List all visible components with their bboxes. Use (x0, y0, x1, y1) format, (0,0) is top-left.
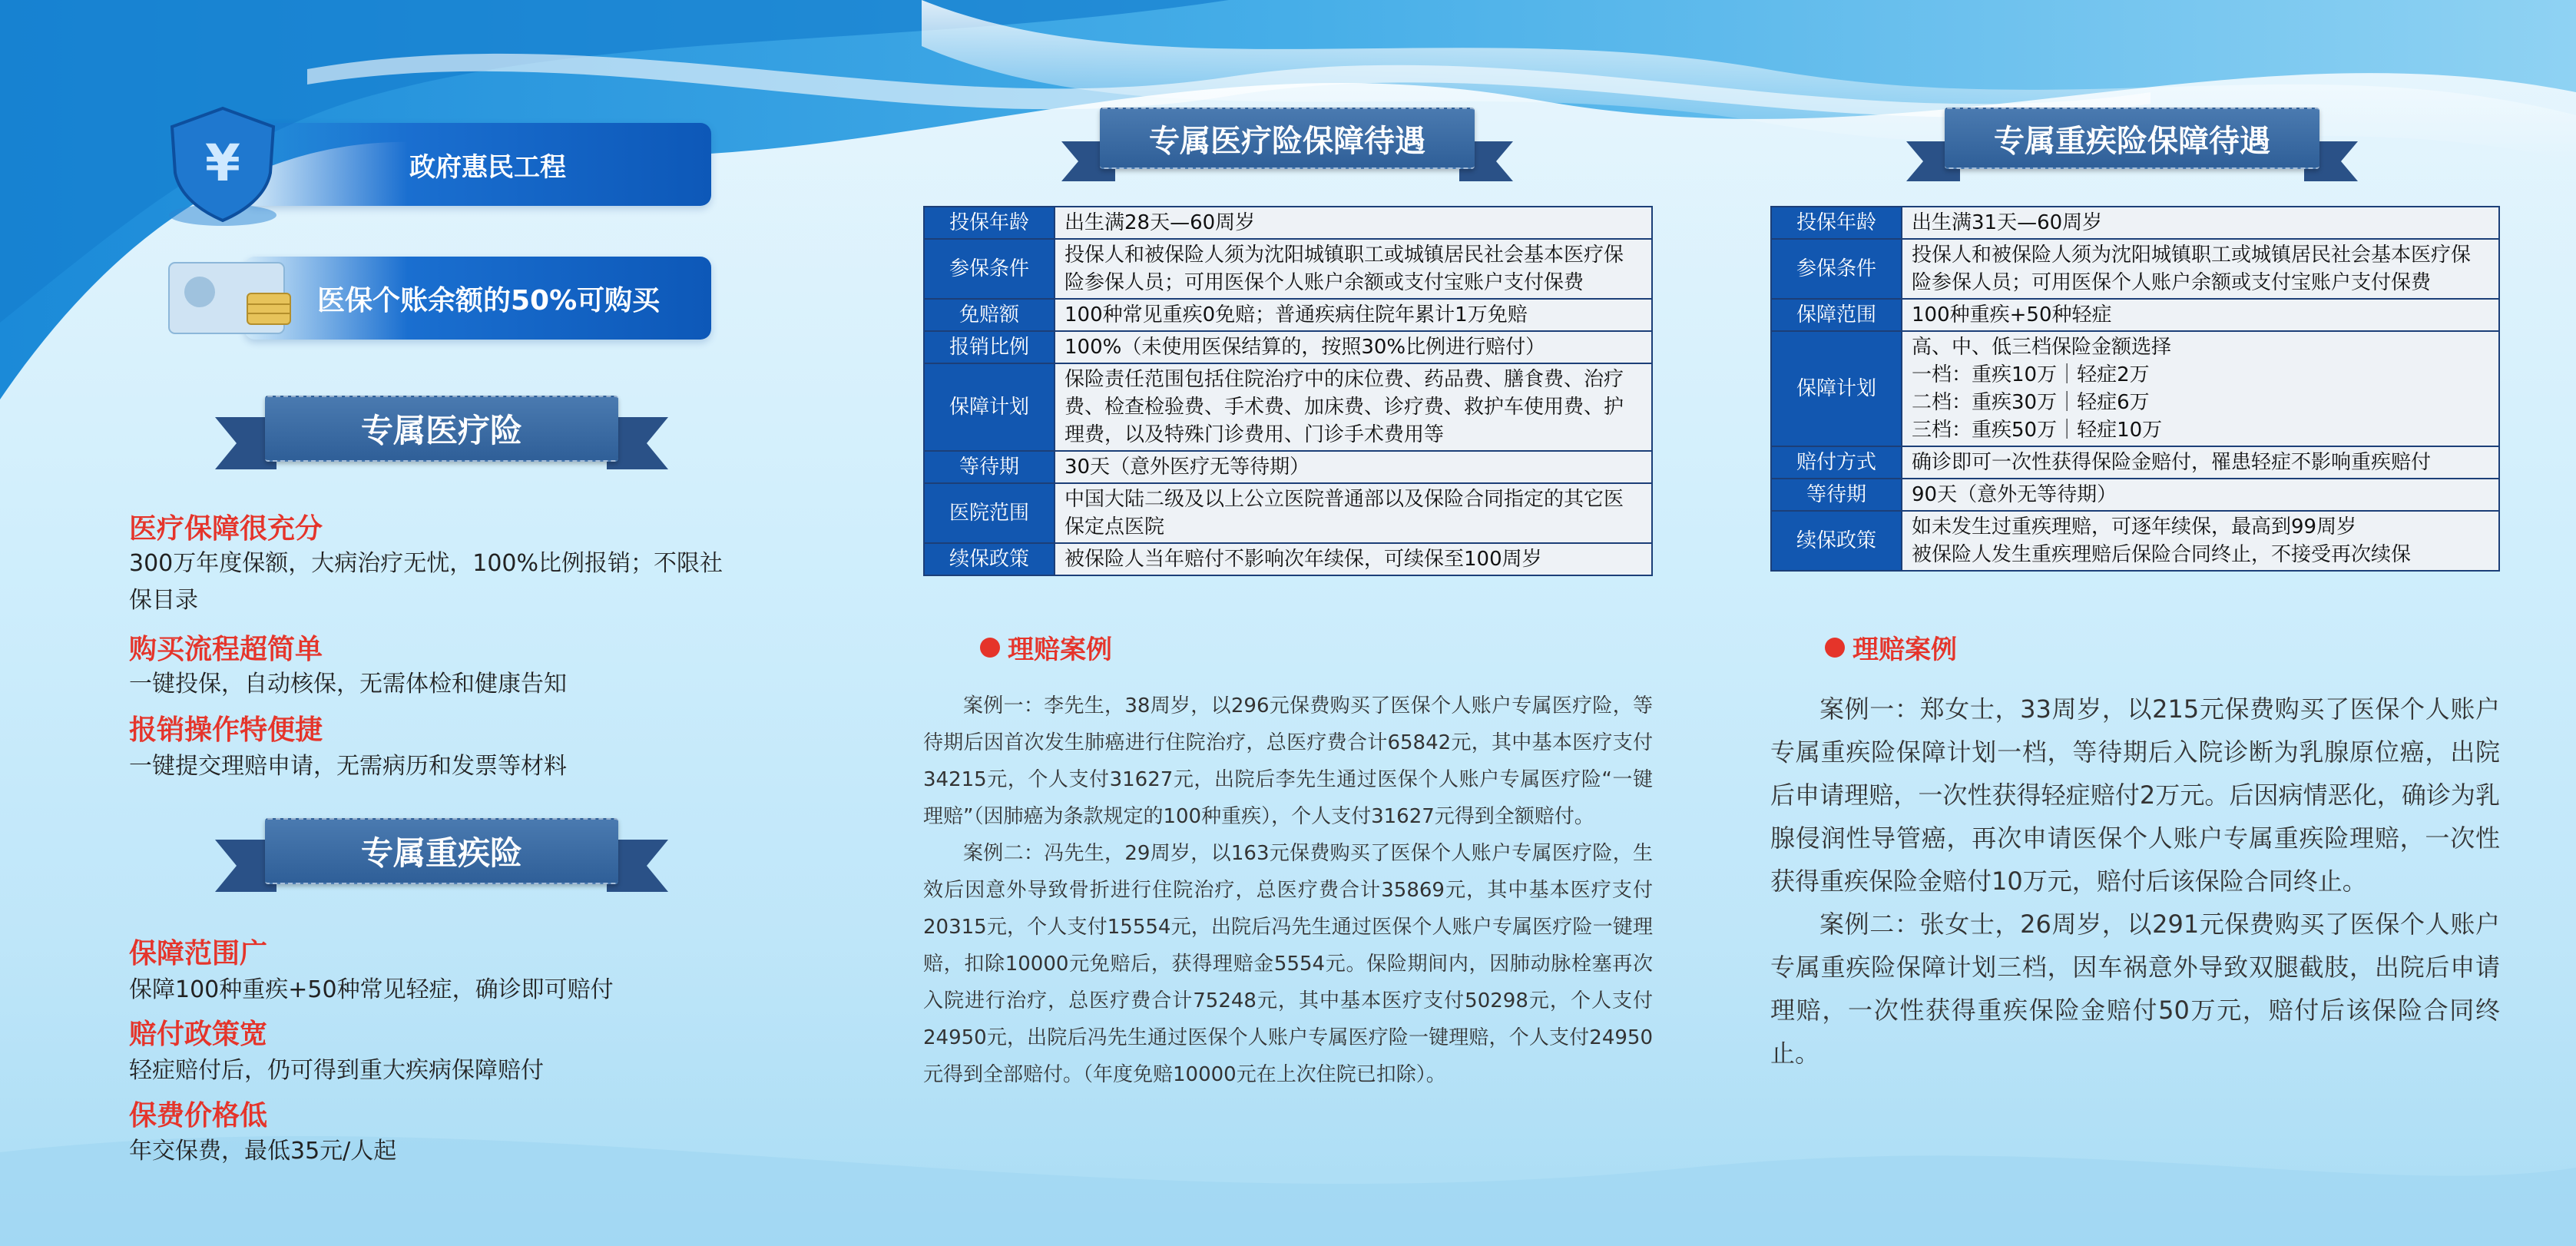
feature-body: 一键提交理赔申请，无需病历和发票等材料 (129, 753, 567, 780)
left-panel (0, 0, 845, 1246)
row-key: 保障计划 (924, 363, 1055, 451)
table-row (924, 363, 1652, 451)
row-key: 赔付方式 (1771, 446, 1902, 479)
feature-body: 300万年度保额，大病治疗无忧，100%比例报销；不限社保目录 (129, 550, 723, 614)
banner-critical-title: 专属重疾险 (265, 818, 618, 884)
table-row (1771, 331, 2499, 446)
row-key: 等待期 (924, 451, 1055, 483)
table-row (924, 451, 1652, 483)
feature-body: 一键投保，自动核保，无需体检和健康告知 (129, 671, 567, 698)
case-paragraph: 案例一：郑女士，33周岁，以215元保费购买了医保个人账户专属重疾险保障计划一档，等待期后入院诊断为乳腺原位癌，出院后申请理赔，一次性获得轻症赔付2万元。后因病情恶化，确诊为乳腺侵润性导管癌，再次申请医保个人账户专属重疾险理赔，一次性获得重疾保险金赔付10万元，赔付后该保险合同终止。 (1770, 694, 2500, 896)
claims-cases-heading (1825, 628, 1957, 666)
row-key: 保障计划 (1771, 331, 1902, 446)
row-key: 投保年龄 (1771, 207, 1902, 239)
bullet-dot-icon (980, 638, 1000, 658)
feature-body: 保障100种重疾+50种常见轻症，确诊即可赔付 (129, 976, 614, 1003)
table-row (1771, 207, 2499, 239)
row-key: 参保条件 (924, 239, 1055, 299)
row-value: 90天（意外无等待期） (1902, 479, 2499, 511)
feature-body: 轻症赔付后，仍可得到重大疾病保障赔付 (129, 1057, 544, 1084)
row-value: 30天（意外医疗无等待期） (1055, 451, 1652, 483)
svg-text:¥: ¥ (205, 134, 240, 193)
table-row (1771, 239, 2499, 299)
middle-panel (883, 0, 1690, 1246)
table-row (924, 483, 1652, 543)
row-value: 投保人和被保险人须为沈阳城镇职工或城镇居民社会基本医疗保险参保人员；可用医保个人账户余额或支付宝账户支付保费 (1055, 239, 1652, 299)
right-panel (1728, 0, 2542, 1246)
claims-cases-heading (980, 628, 1112, 666)
row-key: 参保条件 (1771, 239, 1902, 299)
claims-cases-title: 理赔案例 (1853, 635, 1957, 665)
critical-benefits-table (1770, 206, 2500, 572)
banner-critical-illness (215, 818, 668, 895)
shield-yuan-icon (158, 104, 287, 230)
row-key: 医院范围 (924, 483, 1055, 543)
feature-title: 保障范围广 (129, 938, 268, 969)
pill-government-project: 政府惠民工程 (244, 123, 711, 206)
row-value: 确诊即可一次性获得保险金赔付，罹患轻症不影响重疾赔付 (1902, 446, 2499, 479)
banner-medical-title: 专属医疗险 (265, 396, 618, 462)
row-key: 续保政策 (1771, 511, 1902, 571)
banner-critical-benefits-title: 专属重疾险保障待遇 (1945, 108, 2319, 169)
row-value: 100种常见重疾0免赔；普通疾病住院年累计1万免赔 (1055, 299, 1652, 331)
critical-claims-cases (1770, 688, 2500, 1075)
table-row (924, 299, 1652, 331)
table-row (1771, 299, 2499, 331)
row-key: 免赔额 (924, 299, 1055, 331)
medical-benefits-table (923, 206, 1653, 576)
row-value: 被保险人当年赔付不影响次年续保，可续保至100周岁 (1055, 543, 1652, 575)
medical-claims-cases (923, 688, 1653, 1093)
row-value: 100%（未使用医保结算的，按照30%比例进行赔付） (1055, 331, 1652, 363)
banner-critical-benefits (1906, 108, 2358, 184)
row-value: 100种重疾+50种轻症 (1902, 299, 2499, 331)
table-row (924, 543, 1652, 575)
row-key: 报销比例 (924, 331, 1055, 363)
row-value: 高、中、低三档保险金额选择 一档：重疾10万｜轻症2万 二档：重疾30万｜轻症6万 三档：重疾50万｜轻症10万 (1902, 331, 2499, 446)
table-row (924, 239, 1652, 299)
row-key: 续保政策 (924, 543, 1055, 575)
feature-title: 购买流程超简单 (129, 634, 323, 665)
case-paragraph: 案例二：张女士，26周岁，以291元保费购买了医保个人账户专属重疾险保障计划三档，因车祸意外导致双腿截肢，出院后申请理赔，一次性获得重疾保险金赔付50万元，赔付后该保险合同终止。 (1770, 910, 2500, 1068)
row-value: 出生满28天—60周岁 (1055, 207, 1652, 239)
row-key: 等待期 (1771, 479, 1902, 511)
table-row (924, 331, 1652, 363)
banner-medical-benefits-title: 专属医疗险保障待遇 (1100, 108, 1475, 169)
banner-medical-benefits (1061, 108, 1513, 184)
table-row (1771, 511, 2499, 571)
case-paragraph: 案例一：李先生，38周岁，以296元保费购买了医保个人账户专属医疗险，等待期后因首次发生肺癌进行住院治疗，总医疗费合计65842元，其中基本医疗支付34215元，个人支付31627元，出院后李先生通过医保个人账户专属医疗险“一键理赔”（因肺癌为条款规定的100种重疾），个人支付31627元得到全额赔付。 (923, 694, 1653, 828)
feature-title: 赔付政策宽 (129, 1019, 268, 1050)
banner-medical-insurance (215, 396, 668, 472)
bullet-dot-icon (1825, 638, 1845, 658)
feature-body: 年交保费，最低35元/人起 (129, 1138, 397, 1165)
case-paragraph: 案例二：冯先生，29周岁，以163元保费购买了医保个人账户专属医疗险，生效后因意外导致骨折进行住院治疗，总医疗费合计35869元，其中基本医疗支付20315元，个人支付15554元，出院后冯先生通过医保个人账户专属医疗险一键理赔，扣除10000元免赔后，获得理赔金5554元。保险期间内，因肺动脉栓塞再次入院进行治疗，总医疗费合计75248元，其中基本医疗支付50298元，个人支付24950元，出院后冯先生通过医保个人账户专属医疗险一键理赔，个人支付24950元得到全部赔付。（年度免赔10000元在上次住院已扣除）。 (923, 842, 1653, 1086)
feature-title: 报销操作特便捷 (129, 714, 323, 746)
feature-title: 医疗保障很充分 (129, 513, 323, 545)
table-row (1771, 479, 2499, 511)
row-value: 中国大陆二级及以上公立医院普通部以及保险合同指定的其它医保定点医院 (1055, 483, 1652, 543)
row-key: 保障范围 (1771, 299, 1902, 331)
feature-title: 保费价格低 (129, 1100, 268, 1132)
claims-cases-title: 理赔案例 (1008, 635, 1112, 665)
pill-medical-account-purchase: 医保个账余额的50%可购买 (244, 257, 711, 340)
table-row (924, 207, 1652, 239)
row-value: 出生满31天—60周岁 (1902, 207, 2499, 239)
row-value: 投保人和被保险人须为沈阳城镇职工或城镇居民社会基本医疗保险参保人员；可用医保个人账户余额或支付宝账户支付保费 (1902, 239, 2499, 299)
row-key: 投保年龄 (924, 207, 1055, 239)
insurance-card-icon (167, 260, 298, 336)
row-value: 保险责任范围包括住院治疗中的床位费、药品费、膳食费、治疗费、检查检验费、手术费、加床费、诊疗费、救护车使用费、护理费，以及特殊门诊费用、门诊手术费用等 (1055, 363, 1652, 451)
row-value: 如未发生过重疾理赔，可逐年续保，最高到99周岁 被保险人发生重疾理赔后保险合同终止，不接受再次续保 (1902, 511, 2499, 571)
table-row (1771, 446, 2499, 479)
